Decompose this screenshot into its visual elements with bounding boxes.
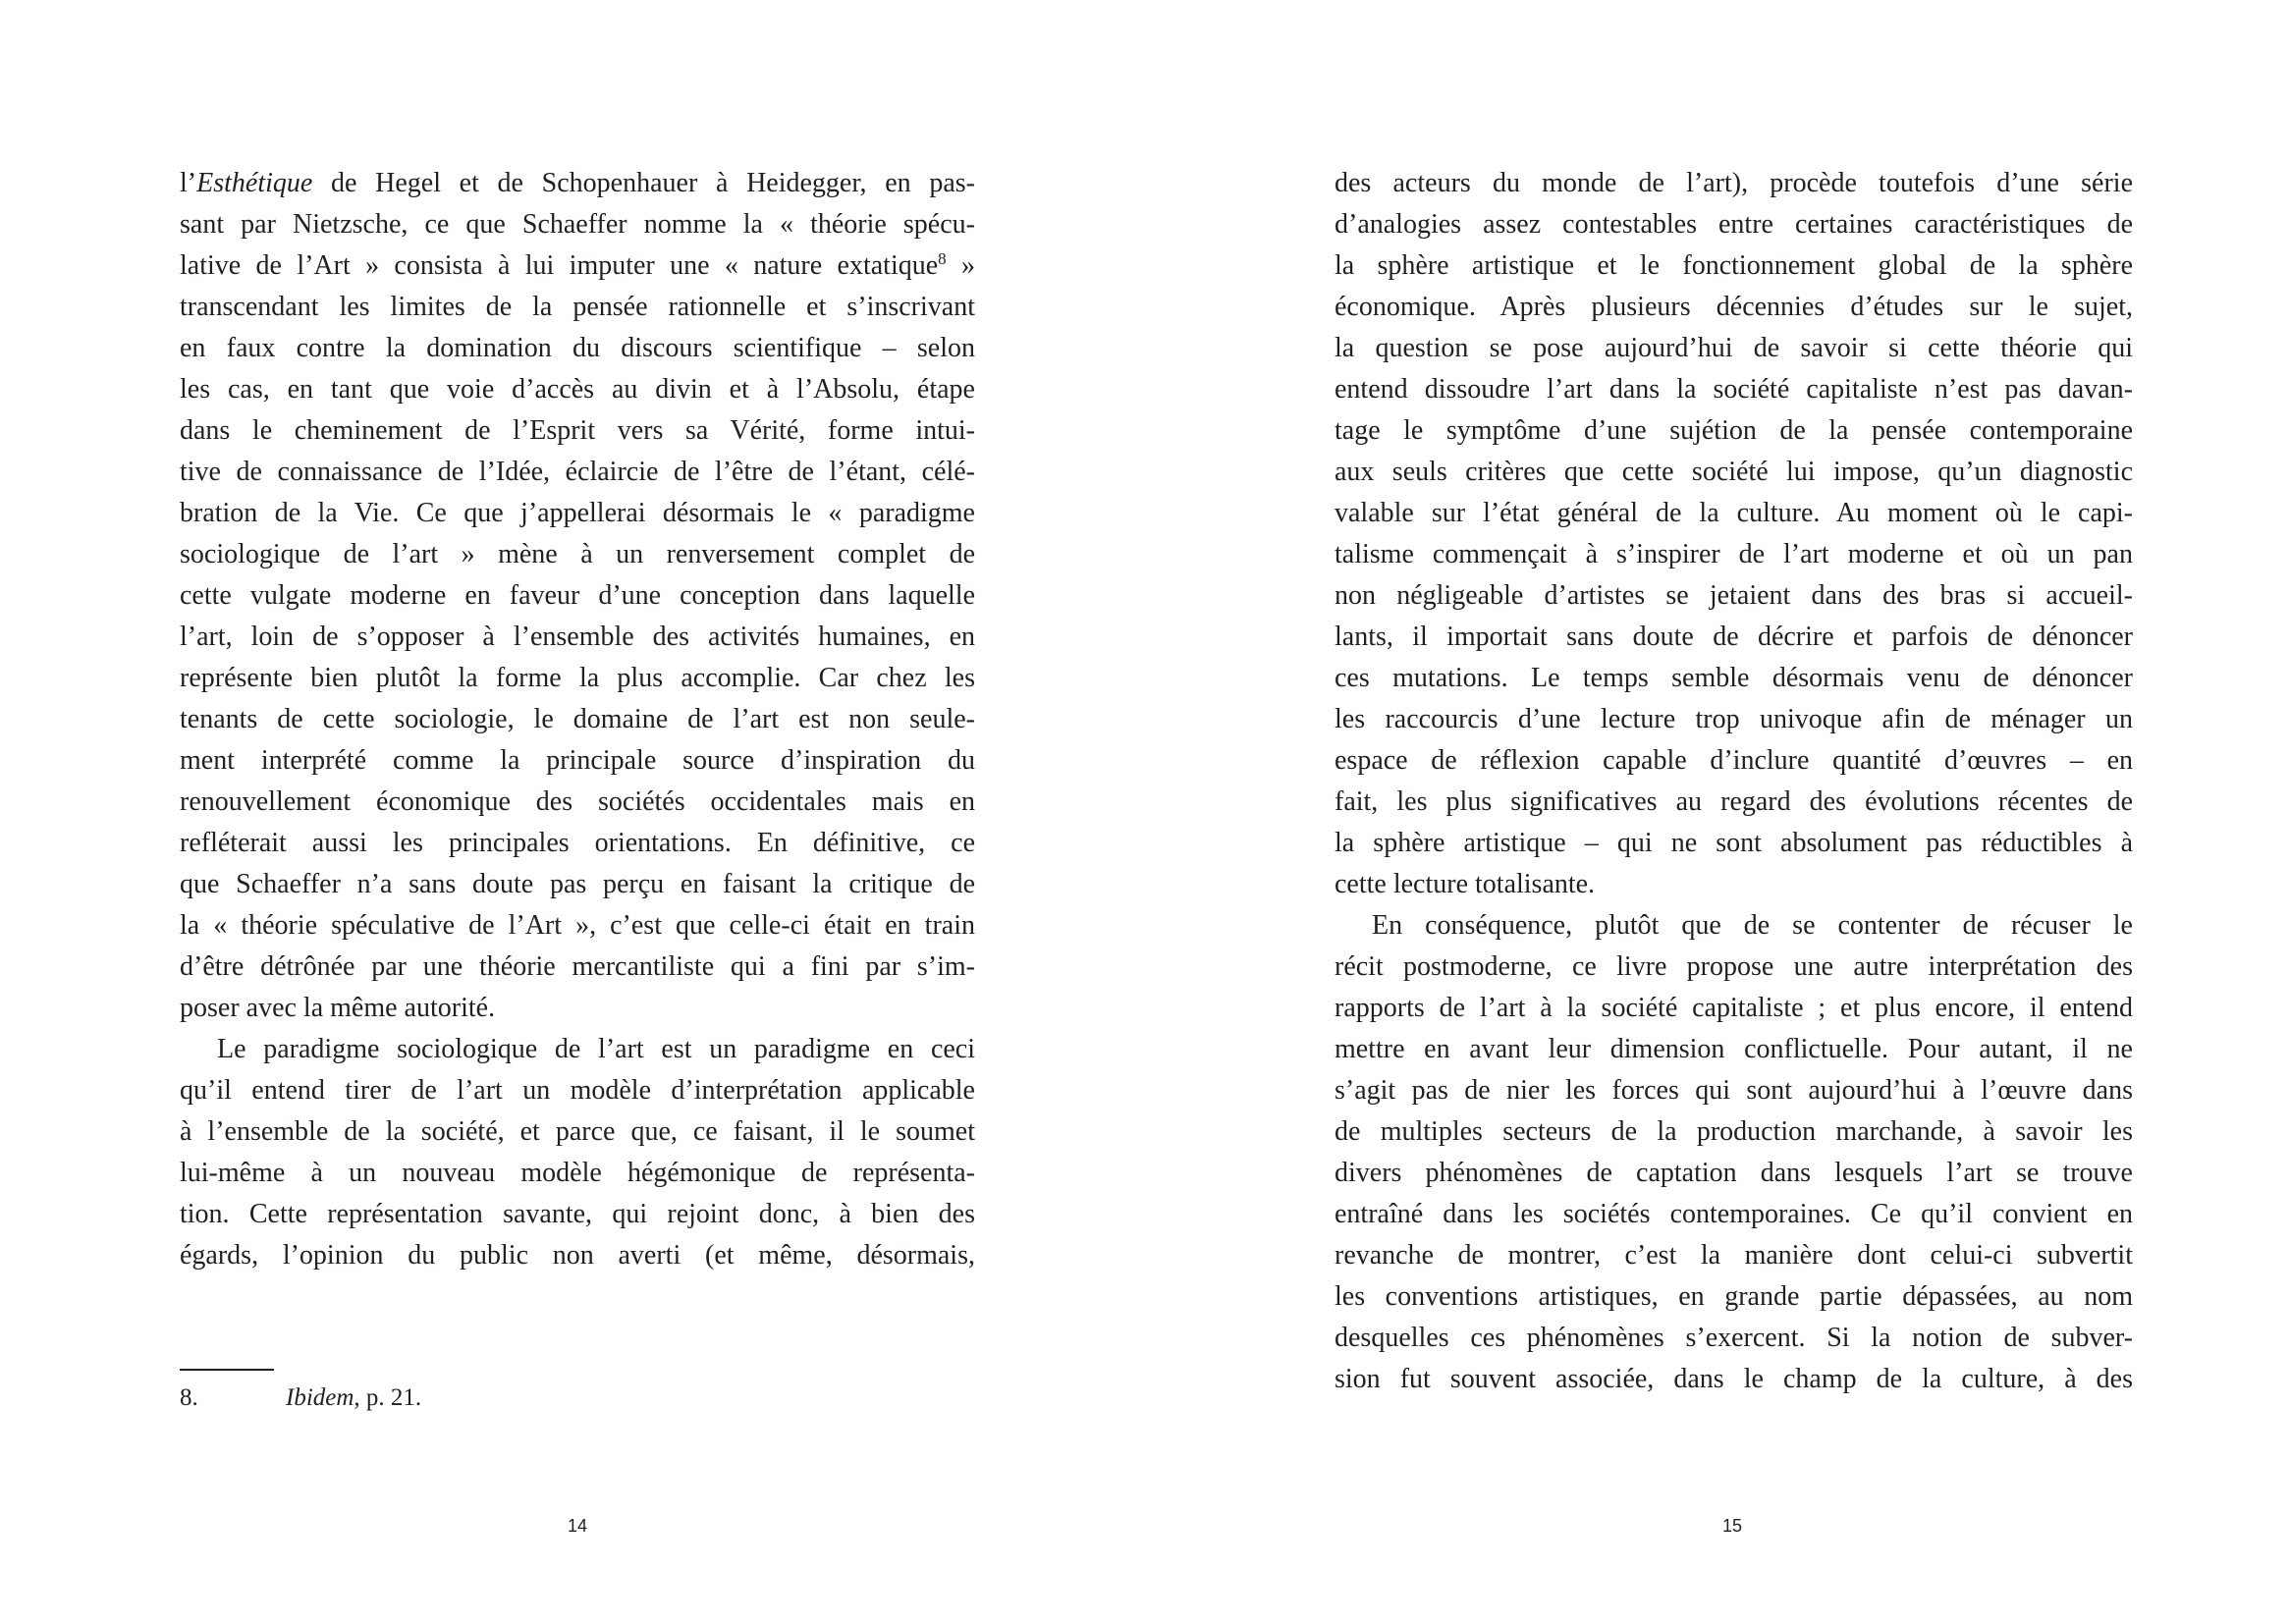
text-line: les cas, en tant que voie d’accès au divin et à l’Absolu, étape xyxy=(180,374,975,405)
text-line xyxy=(180,245,975,287)
footnote-page: , p. 21. xyxy=(354,1384,422,1411)
text-line: la sphère artistique et le fonctionnement global de la sphère xyxy=(1335,250,2133,281)
text-line: des acteurs du monde de l’art), procède toutefois d’une série xyxy=(1335,168,2133,198)
text-line: rapports de l’art à la société capitaliste ; et plus encore, il entend xyxy=(1335,993,2133,1023)
text-line: tage le symptôme d’une sujétion de la pensée contemporaine xyxy=(1335,415,2133,446)
text-line: les raccourcis d’une lecture trop univoque afin de ménager un xyxy=(1335,704,2133,734)
text-line: ces mutations. Le temps semble désormais venu de dénoncer xyxy=(1335,663,2133,693)
text-line: de multiples secteurs de la production marchande, à savoir les xyxy=(1335,1116,2133,1147)
text-line: en faux contre la domination du discours scientifique – selon xyxy=(180,333,975,363)
right-page xyxy=(1144,0,2288,1624)
text-line: sant par Nietzsche, ce que Schaeffer nomme la « théorie spécu- xyxy=(180,209,975,240)
text-line: non négligeable d’artistes se jetaient dans des bras si accueil- xyxy=(1335,580,2133,611)
text-line: En conséquence, plutôt que de se contenter de récuser le xyxy=(1372,910,2133,941)
text-line: transcendant les limites de la pensée rationnelle et s’inscrivant xyxy=(180,292,975,322)
text-line: lui-même à un nouveau modèle hégémonique de représenta- xyxy=(180,1158,975,1188)
footnote-number: 8. xyxy=(180,1384,198,1411)
text-line: qu’il entend tirer de l’art un modèle d’interprétation applicable xyxy=(180,1075,975,1106)
text-segment: l’ xyxy=(180,168,197,198)
text-line: mettre en avant leur dimension conflictuelle. Pour autant, il ne xyxy=(1335,1034,2133,1064)
italic-title: Esthétique xyxy=(196,168,313,198)
text-line: cette vulgate moderne en faveur d’une conception dans laquelle xyxy=(180,580,975,611)
text-line: lants, il importait sans doute de décrire et parfois de dénoncer xyxy=(1335,622,2133,652)
text-line: représente bien plutôt la forme la plus accomplie. Car chez les xyxy=(180,663,975,693)
text-line: d’analogies assez contestables entre certaines caractéristiques de xyxy=(1335,209,2133,240)
text-line: Le paradigme sociologique de l’art est un paradigme en ceci xyxy=(217,1034,975,1064)
body-text xyxy=(180,163,975,1276)
text-line: revanche de montrer, c’est la manière dont celui-ci subvertit xyxy=(1335,1240,2133,1271)
text-line: cette lecture totalisante. xyxy=(1335,869,1596,899)
page-number: 15 xyxy=(1722,1516,1743,1536)
text-line: s’agit pas de nier les forces qui sont aujourd’hui à l’œuvre dans xyxy=(1335,1075,2133,1106)
text-line: ment interprété comme la principale source d’inspiration du xyxy=(180,745,975,776)
text-line: entraîné dans les sociétés contemporaines. Ce qu’il convient en xyxy=(1335,1199,2133,1229)
text-line: tenants de cette sociologie, le domaine de l’art est non seule- xyxy=(180,704,975,734)
footnote xyxy=(180,1380,421,1416)
text-line: espace de réflexion capable d’inclure quantité d’œuvres – en xyxy=(1335,745,2133,776)
text-line: fait, les plus significatives au regard des évolutions récentes de xyxy=(1335,786,2133,817)
text-line: sion fut souvent associée, dans le champ de la culture, à des xyxy=(1335,1364,2133,1394)
left-page xyxy=(0,0,1144,1624)
text-line: entend dissoudre l’art dans la société capitaliste n’est pas davan- xyxy=(1335,374,2133,405)
footnote-rule xyxy=(180,1369,274,1371)
text-line: talisme commençait à s’inspirer de l’art moderne et où un pan xyxy=(1335,539,2133,569)
text-line: tion. Cette représentation savante, qui rejoint donc, à bien des xyxy=(180,1199,975,1229)
text-line: valable sur l’état général de la culture. Au moment où le capi- xyxy=(1335,498,2133,528)
text-line: l’art, loin de s’opposer à l’ensemble des activités humaines, en xyxy=(180,622,975,652)
text-line: tive de connaissance de l’Idée, éclaircie de l’être de l’étant, célé- xyxy=(180,457,975,487)
text-segment: lative de l’Art » consista à lui imputer une « nature extatique xyxy=(180,250,939,281)
text-line: la « théorie spéculative de l’Art », c’est que celle-ci était en train xyxy=(180,910,975,941)
text-segment: de Hegel et de Schopenhauer à Heidegger, en pas- xyxy=(312,168,975,198)
text-line: récit postmoderne, ce livre propose une autre interprétation des xyxy=(1335,951,2133,982)
text-line: divers phénomènes de captation dans lesquels l’art se trouve xyxy=(1335,1158,2133,1188)
text-line: la sphère artistique – qui ne sont absolument pas réductibles à xyxy=(1335,828,2133,858)
text-line: la question se pose aujourd’hui de savoir si cette théorie qui xyxy=(1335,333,2133,363)
text-line: renouvellement économique des sociétés occidentales mais en xyxy=(180,786,975,817)
text-line: dans le cheminement de l’Esprit vers sa Vérité, forme intui- xyxy=(180,415,975,446)
footnote-reference: 8 xyxy=(938,249,947,268)
page-number: 14 xyxy=(568,1516,588,1536)
text-line xyxy=(180,163,975,204)
text-segment: » xyxy=(946,250,976,281)
body-text xyxy=(1335,163,2133,1400)
text-line: refléterait aussi les principales orientations. En définitive, ce xyxy=(180,828,975,858)
text-line: économique. Après plusieurs décennies d’études sur le sujet, xyxy=(1335,292,2133,322)
text-line: égards, l’opinion du public non averti (et même, désormais, xyxy=(180,1240,975,1271)
text-line: bration de la Vie. Ce que j’appellerai désormais le « paradigme xyxy=(180,498,975,528)
text-line: aux seuls critères que cette société lui impose, qu’un diagnostic xyxy=(1335,457,2133,487)
text-line: à l’ensemble de la société, et parce que, ce faisant, il le soumet xyxy=(180,1116,975,1147)
text-line: les conventions artistiques, en grande partie dépassées, au nom xyxy=(1335,1281,2133,1312)
text-line: d’être détrônée par une théorie mercantiliste qui a fini par s’im- xyxy=(180,951,975,982)
text-line: desquelles ces phénomènes s’exercent. Si la notion de subver- xyxy=(1335,1323,2133,1353)
text-line: poser avec la même autorité. xyxy=(180,993,496,1023)
footnote-source: Ibidem xyxy=(286,1384,354,1411)
text-line: sociologique de l’art » mène à un renversement complet de xyxy=(180,539,975,569)
text-line: que Schaeffer n’a sans doute pas perçu en faisant la critique de xyxy=(180,869,975,899)
